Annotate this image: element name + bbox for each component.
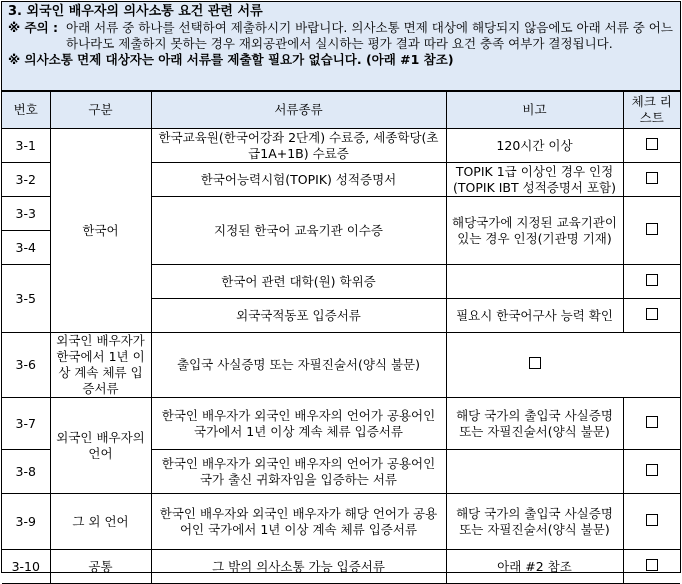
col-header-document-type: 서류종류 bbox=[151, 92, 446, 129]
caution-note bbox=[8, 20, 674, 52]
document-table-section bbox=[1, 1, 681, 573]
row-number: 3-1 bbox=[2, 129, 50, 163]
category-spouse-language: 외국인 배우자의 언어 bbox=[50, 398, 151, 494]
caution-mark: ※ 주의 : bbox=[8, 20, 59, 35]
remarks: 아래 #2 참조 bbox=[446, 550, 623, 584]
table-row bbox=[2, 129, 680, 163]
remarks: 해당국가에 지정된 교육기관이 있는 경우 인정(기관명 기재) bbox=[446, 197, 623, 265]
checkbox[interactable] bbox=[529, 357, 541, 369]
row-number: 3-8 bbox=[2, 450, 50, 494]
document-type: 한국어능력시험(TOPIK) 성적증명서 bbox=[151, 163, 446, 197]
checklist-cell bbox=[623, 265, 680, 299]
checkbox[interactable] bbox=[646, 464, 658, 476]
row-number: 3-9 bbox=[2, 494, 50, 550]
checklist-cell bbox=[623, 450, 680, 494]
checklist-cell bbox=[623, 550, 680, 584]
table-row bbox=[2, 333, 680, 398]
remarks: 해당 국가의 출입국 사실증명 또는 자필진술서(양식 불문) bbox=[446, 494, 623, 550]
remarks: 출입국 사실증명 또는 자필진술서(양식 불문) bbox=[151, 333, 446, 398]
table-row bbox=[2, 494, 680, 550]
row-number: 3-4 bbox=[2, 231, 50, 265]
remarks: 필요시 한국어구사 능력 확인 bbox=[446, 299, 623, 333]
col-header-remarks: 비고 bbox=[446, 92, 623, 129]
row-number: 3-7 bbox=[2, 398, 50, 450]
table-row bbox=[2, 398, 680, 450]
checklist-cell bbox=[623, 494, 680, 550]
remarks: 해당 국가의 출입국 사실증명 또는 자필진술서(양식 불문) bbox=[446, 398, 623, 450]
document-type: 외국인 배우자가 한국에서 1년 이상 계속 체류 입증서류 bbox=[50, 333, 151, 398]
remarks bbox=[446, 265, 623, 299]
row-number: 3-10 bbox=[2, 550, 50, 584]
category-other-language: 그 외 언어 bbox=[50, 494, 151, 550]
exemption-note: ※ 의사소통 면제 대상자는 아래 서류를 제출할 필요가 없습니다. (아래 #1 참조) bbox=[8, 52, 454, 67]
checkbox[interactable] bbox=[646, 223, 658, 235]
checklist-cell bbox=[623, 197, 680, 265]
col-header-checklist: 체크 리스트 bbox=[623, 92, 680, 129]
row-number: 3-6 bbox=[2, 333, 50, 398]
checklist-cell bbox=[446, 333, 623, 398]
checkbox[interactable] bbox=[646, 138, 658, 150]
checkbox[interactable] bbox=[646, 274, 658, 286]
document-type: 한국어 관련 대학(원) 학위증 bbox=[151, 265, 446, 299]
document-type: 한국인 배우자가 외국인 배우자의 언어가 공용어인 국가에서 1년 이상 계속 체류 입증서류 bbox=[151, 398, 446, 450]
table-header-row bbox=[2, 92, 680, 129]
checklist-cell bbox=[623, 398, 680, 450]
checkbox[interactable] bbox=[646, 416, 658, 428]
checklist-cell bbox=[623, 163, 680, 197]
checklist-cell bbox=[623, 129, 680, 163]
col-header-number: 번호 bbox=[2, 92, 50, 129]
document-type: 외국국적동포 입증서류 bbox=[151, 299, 446, 333]
document-type: 한국교육원(한국어강좌 2단계) 수료증, 세종학당(초급1A+1B) 수료증 bbox=[151, 129, 446, 163]
document-type: 그 밖의 의사소통 가능 입증서류 bbox=[151, 550, 446, 584]
table-row bbox=[2, 550, 680, 584]
remarks bbox=[446, 450, 623, 494]
checkbox[interactable] bbox=[646, 559, 658, 571]
row-number: 3-3 bbox=[2, 197, 50, 231]
row-number: 3-2 bbox=[2, 163, 50, 197]
section-title: 3. 외국인 배우자의 의사소통 요건 관련 서류 bbox=[8, 4, 263, 19]
document-type: 한국인 배우자와 외국인 배우자가 해당 언어가 공용어인 국가에서 1년 이상 계속 체류 입증서류 bbox=[151, 494, 446, 550]
caution-text: 아래 서류 중 하나를 선택하여 제출하시기 바랍니다. 의사소통 면제 대상에 해당되지 않음에도 아래 서류 중 어느 하나라도 제출하지 못하는 경우 재외공관에서 실시하는 평가 결과 따라 요건 충족 여부가 결정됩니다. bbox=[66, 20, 673, 51]
document-type: 지정된 한국어 교육기관 이수증 bbox=[151, 197, 446, 265]
row-number: 3-5 bbox=[2, 265, 50, 333]
document-type: 한국인 배우자가 외국인 배우자의 언어가 공용어인 국가 출신 귀화자임을 입증하는 서류 bbox=[151, 450, 446, 494]
checkbox[interactable] bbox=[646, 514, 658, 526]
remarks: 120시간 이상 bbox=[446, 129, 623, 163]
category-korean: 한국어 bbox=[50, 129, 151, 333]
col-header-category: 구분 bbox=[50, 92, 151, 129]
documents-table bbox=[2, 91, 680, 584]
checklist-cell bbox=[623, 299, 680, 333]
checkbox[interactable] bbox=[646, 308, 658, 320]
category-common: 공통 bbox=[50, 550, 151, 584]
section-header bbox=[2, 2, 680, 91]
checkbox[interactable] bbox=[646, 172, 658, 184]
remarks: TOPIK 1급 이상인 경우 인정 (TOPIK IBT 성적증명서 포함) bbox=[446, 163, 623, 197]
